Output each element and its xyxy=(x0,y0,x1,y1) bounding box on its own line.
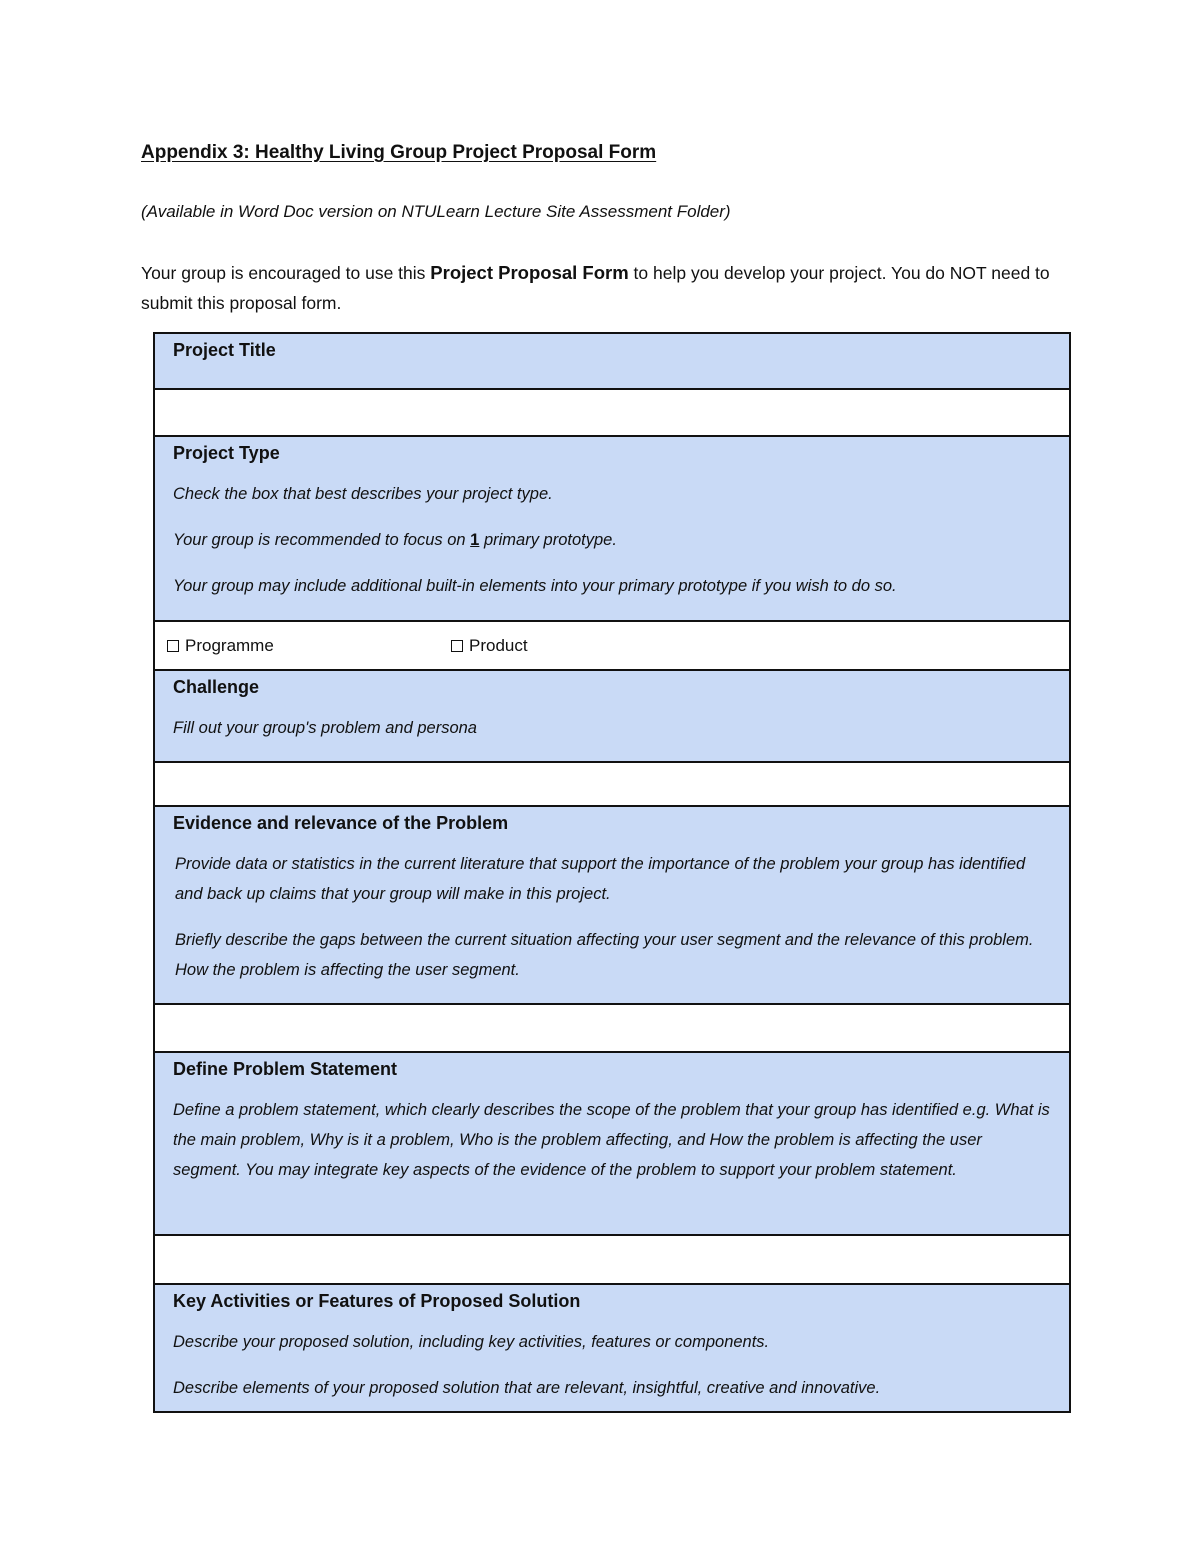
intro-text-after: to help you develop your project. You do NOT need to submit this proposal form. xyxy=(141,263,1050,313)
evidence-instruction-2: Briefly describe the gaps between the current situation affecting your user segment and the relevance of this problem. How the problem is affecting the user segment. xyxy=(175,931,1034,979)
recommendation-number: 1 xyxy=(470,531,480,549)
evidence-header-row xyxy=(155,807,1069,1005)
evidence-instruction-1: Provide data or statistics in the current literature that support the importance of the problem your group has identified and back up claims that your group will make in this project. xyxy=(175,855,1026,903)
project-type-header-row xyxy=(155,437,1069,622)
project-title-entry-cell[interactable] xyxy=(155,390,1069,437)
checkbox-icon[interactable] xyxy=(451,640,463,652)
recommendation-text-after: primary prototype. xyxy=(479,531,617,549)
availability-note: (Available in Word Doc version on NTULearn Lecture Site Assessment Folder) xyxy=(141,202,731,221)
solution-instruction-1: Describe your proposed solution, including key activities, features or components. xyxy=(173,1333,770,1351)
problem-statement-instruction: Define a problem statement, which clearly describes the scope of the problem that your group has identified e.g. What is the main problem, Why is it a problem, Who is the problem affecting, and How the problem is affecting the user segment. You may integrate key aspects of the evidence of the problem to support your problem statement. xyxy=(173,1101,1050,1179)
problem-statement-heading: Define Problem Statement xyxy=(173,1059,398,1079)
challenge-header-row xyxy=(155,671,1069,763)
problem-statement-header-row xyxy=(155,1053,1069,1236)
solution-heading: Key Activities or Features of Proposed Solution xyxy=(173,1291,581,1311)
solution-instruction-2: Describe elements of your proposed solution that are relevant, insightful, creative and innovative. xyxy=(173,1379,881,1397)
intro-paragraph xyxy=(141,258,1051,318)
project-type-recommendation xyxy=(173,525,1051,555)
option-product[interactable] xyxy=(451,636,528,656)
challenge-entry-cell[interactable] xyxy=(155,763,1069,807)
evidence-heading: Evidence and relevance of the Problem xyxy=(173,813,509,833)
project-type-heading: Project Type xyxy=(173,443,280,463)
challenge-heading: Challenge xyxy=(173,677,260,697)
project-title-header-row xyxy=(155,334,1069,390)
evidence-entry-cell[interactable] xyxy=(155,1005,1069,1053)
checkbox-icon[interactable] xyxy=(167,640,179,652)
challenge-instruction: Fill out your group's problem and persona xyxy=(173,719,477,737)
intro-form-name: Project Proposal Form xyxy=(430,262,629,283)
recommendation-text-before: Your group is recommended to focus on xyxy=(173,531,471,549)
option-product-label: Product xyxy=(469,635,528,655)
option-programme-label: Programme xyxy=(185,635,274,655)
project-type-instruction: Check the box that best describes your project type. xyxy=(173,485,553,503)
intro-text-before: Your group is encouraged to use this xyxy=(141,263,431,283)
option-programme[interactable] xyxy=(167,636,274,656)
project-title-heading: Project Title xyxy=(173,340,276,360)
page-title: Appendix 3: Healthy Living Group Project Proposal Form xyxy=(141,142,657,163)
problem-statement-entry-cell[interactable] xyxy=(155,1236,1069,1285)
project-type-additional-note: Your group may include additional built-in elements into your primary prototype if you wish to do so. xyxy=(173,577,897,595)
project-type-options-row xyxy=(155,622,1069,671)
proposal-form-table xyxy=(153,332,1071,1413)
solution-header-row xyxy=(155,1285,1069,1411)
